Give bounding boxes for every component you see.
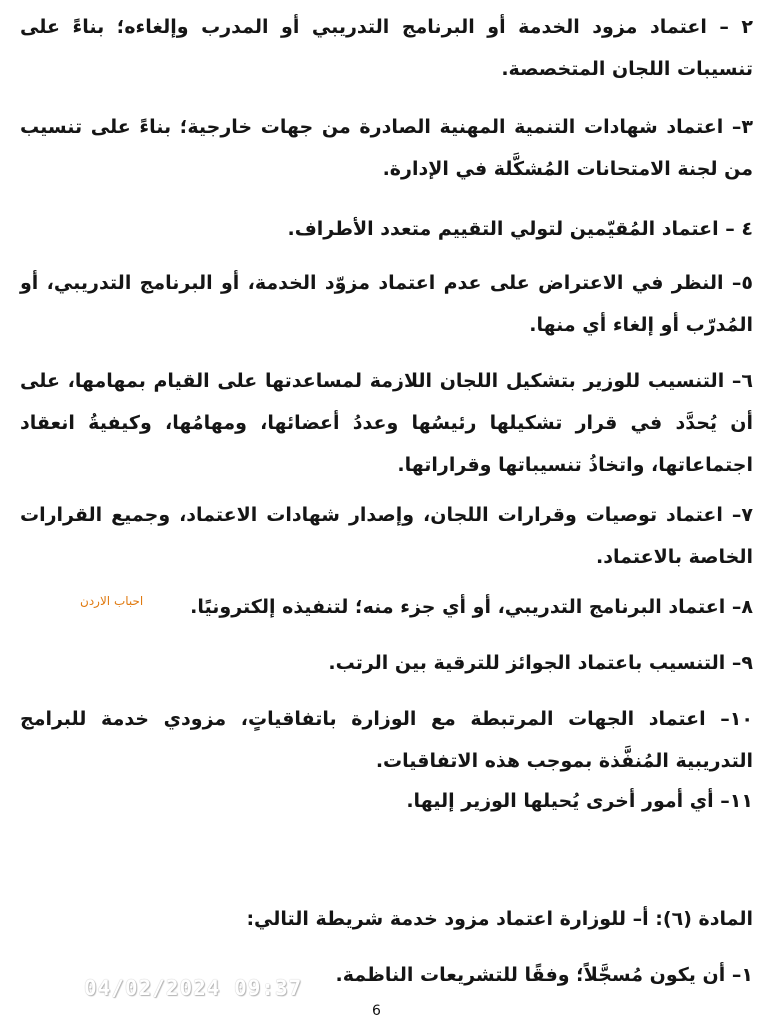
clause-6: ٦– التنسيب للوزير بتشكيل اللجان اللازمة لمساعدتها على القيام بمهامها، على أن يُحدَّد في قرار تشكيلها رئيسُها وعددُ أعضائها، ومهامُها، وكيفيةُ انعقاد اجتماعاتها، واتخاذُ تنسيباتها وقراراتها. <box>20 370 753 476</box>
article-6-heading: المادة (٦): أ– للوزارة اعتماد مزود خدمة شريطة التالي: <box>246 908 753 930</box>
clause-9: ٩– التنسيب باعتماد الجوائز للترقية بين الرتب. <box>328 652 753 674</box>
clause-2: ٢ – اعتماد مزود الخدمة أو البرنامج التدريبي أو المدرب وإلغاءه؛ بناءً على تنسيبات اللجان المتخصصة. <box>20 16 753 80</box>
page-number: 6 <box>372 1003 381 1019</box>
watermark-text: احباب الاردن <box>80 594 144 608</box>
clause-5: ٥– النظر في الاعتراض على عدم اعتماد مزوّد الخدمة، أو البرنامج التدريبي، أو المُدرّب أو إلغاء أي منها. <box>20 272 753 336</box>
clause-8: ٨– اعتماد البرنامج التدريبي، أو أي جزء منه؛ لتنفيذه إلكترونيًا. <box>190 596 753 618</box>
clause-7: ٧– اعتماد توصيات وقرارات اللجان، وإصدار شهادات الاعتماد، وجميع القرارات الخاصة بالاعتماد. <box>20 504 753 568</box>
clause-10: ١٠– اعتماد الجهات المرتبطة مع الوزارة باتفاقياتٍ، مزودي خدمة للبرامج التدريبية المُنفَّذة بموجب هذه الاتفاقيات. <box>20 708 753 772</box>
scan-timestamp: 04/02/2024 09:37 <box>84 976 303 1000</box>
article-6-condition-1: ١– أن يكون مُسجَّلاً؛ وفقًا للتشريعات الناظمة. <box>335 964 753 986</box>
clause-11: ١١– أي أمور أخرى يُحيلها الوزير إليها. <box>406 790 753 812</box>
clause-3: ٣– اعتماد شهادات التنمية المهنية الصادرة من جهات خارجية؛ بناءً على تنسيب من لجنة الامتحانات المُشكَّلة في الإدارة. <box>20 116 753 180</box>
clause-4: ٤ – اعتماد المُقيّمين لتولي التقييم متعدد الأطراف. <box>287 218 753 240</box>
